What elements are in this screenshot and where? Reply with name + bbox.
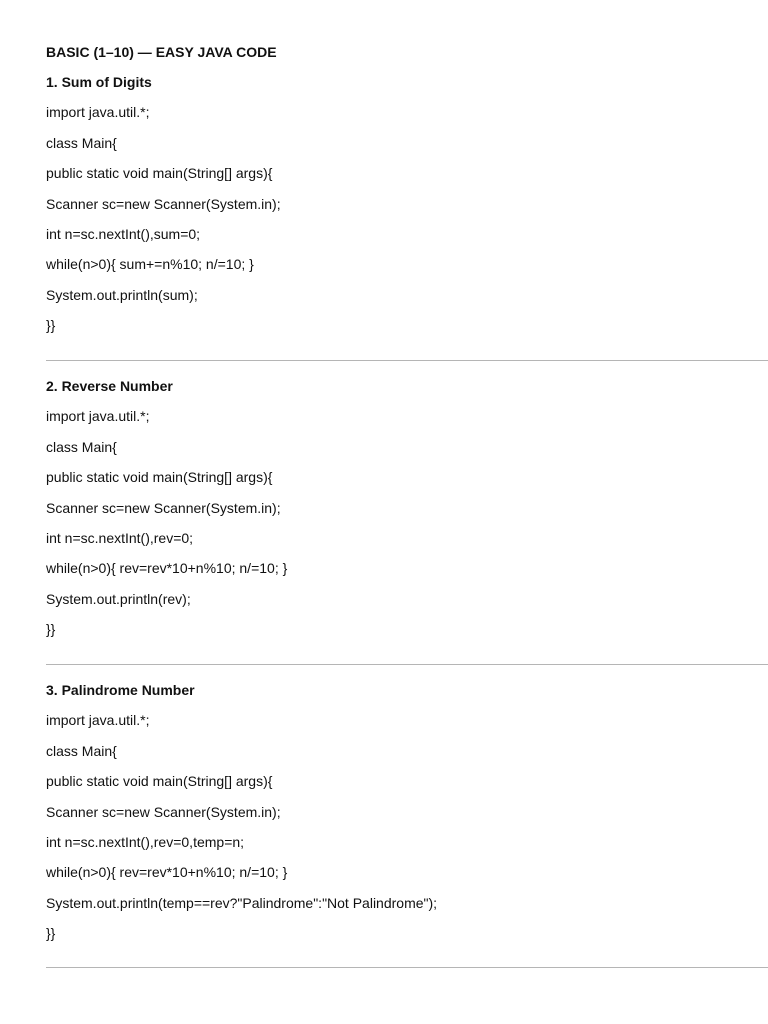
code-line: public static void main(String[] args){ [46,165,273,182]
code-line: }} [46,925,56,942]
code-line: while(n>0){ rev=rev*10+n%10; n/=10; } [46,864,288,881]
section-divider [46,664,768,665]
code-line: Scanner sc=new Scanner(System.in); [46,195,281,212]
code-section-palindrome-number [46,681,768,942]
code-line: class Main{ [46,134,117,151]
section-divider [46,360,768,361]
code-line: import java.util.*; [46,408,150,425]
code-line: import java.util.*; [46,712,150,729]
code-section-sum-of-digits [46,73,768,334]
code-line: import java.util.*; [46,104,150,121]
code-line: class Main{ [46,438,117,455]
code-line: Scanner sc=new Scanner(System.in); [46,803,281,820]
code-line: System.out.println(sum); [46,286,198,303]
code-line: public static void main(String[] args){ [46,773,273,790]
code-line: public static void main(String[] args){ [46,469,273,486]
section-heading: 1. Sum of Digits [46,74,152,90]
code-line: int n=sc.nextInt(),rev=0,temp=n; [46,833,245,850]
section-heading: 3. Palindrome Number [46,682,195,698]
code-line: System.out.println(rev); [46,590,191,607]
section-heading: 2. Reverse Number [46,378,173,394]
code-line: while(n>0){ rev=rev*10+n%10; n/=10; } [46,560,288,577]
code-line: }} [46,621,56,638]
code-line: System.out.println(temp==rev?"Palindrome":"Not Palindrome"); [46,894,438,911]
section-divider [46,967,768,968]
code-line: class Main{ [46,742,117,759]
code-line: Scanner sc=new Scanner(System.in); [46,499,281,516]
code-line: while(n>0){ sum+=n%10; n/=10; } [46,256,254,273]
code-line: }} [46,317,56,334]
code-line: int n=sc.nextInt(),sum=0; [46,225,201,242]
code-line: int n=sc.nextInt(),rev=0; [46,529,194,546]
code-section-reverse-number [46,377,768,638]
document-title: BASIC (1–10) — EASY JAVA CODE [46,44,277,60]
